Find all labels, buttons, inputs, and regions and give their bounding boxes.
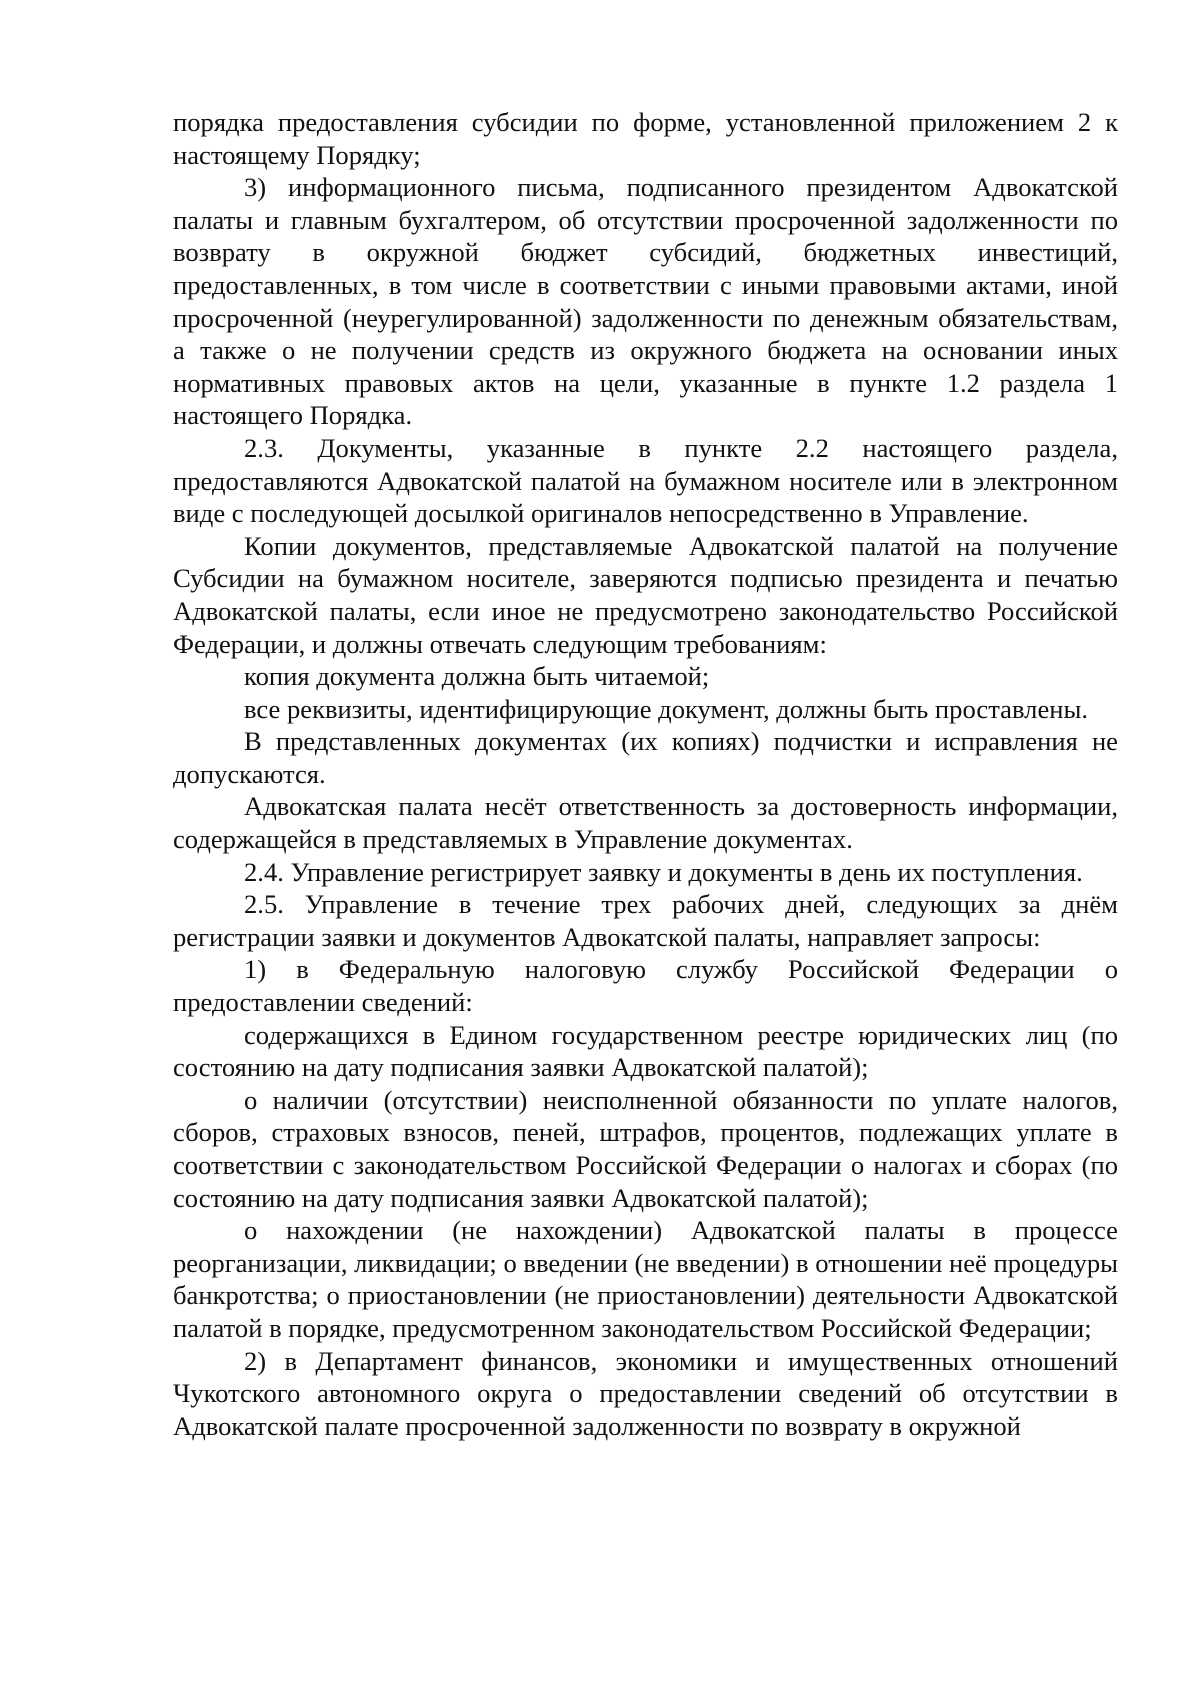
document-page bbox=[173, 106, 1118, 1442]
paragraph-egrul: содержащихся в Едином государственном реестре юридических лиц (по состоянию на дату подписания заявки Адвокатской палатой); bbox=[173, 1019, 1118, 1083]
paragraph-fns: 1) в Федеральную налоговую службу Российской Федерации о предоставлении сведений: bbox=[173, 954, 1118, 1018]
paragraph-copies: Копии документов, представляемые Адвокатской палатой на получение Субсидии на бумажном носителе, заверяются подписью президента и печатью Адвокатской палаты, если иное не предусмотрено законодательство Российской Федерации, и должны отвечать следующим требованиям: bbox=[173, 530, 1118, 659]
paragraph-no-corrections: В представленных документах (их копиях) подчистки и исправления не допускаются. bbox=[173, 726, 1118, 789]
paragraph-reorganization: о нахождении (не нахождении) Адвокатской палаты в процессе реорганизации, ликвидации; о введении (не введении) в отношении неё процедуры банкротства; о приостановлении (не приостановлении) деятельности Адвокатской палатой в порядке, предусмотренном законодательством Российской Федерации; bbox=[173, 1215, 1118, 1343]
paragraph-2-4: 2.4. Управление регистрирует заявку и документы в день их поступления. bbox=[244, 856, 1083, 887]
paragraph-2-5: 2.5. Управление в течение трех рабочих дней, следующих за днём регистрации заявки и документов Адвокатской палаты, направляет запросы: bbox=[173, 889, 1118, 952]
paragraph-readable: копия документа должна быть читаемой; bbox=[244, 661, 710, 692]
paragraph-2-3: 2.3. Документы, указанные в пункте 2.2 настоящего раздела, предоставляются Адвокатской палатой на бумажном носителе или в электронном виде с последующей досылкой оригиналов непосредственно в Управление. bbox=[173, 432, 1118, 529]
paragraph-continuation: порядка предоставления субсидии по форме, установленной приложением 2 к настоящему Порядку; bbox=[173, 107, 1118, 170]
paragraph-responsibility: Адвокатская палата несёт ответственность за достоверность информации, содержащейся в представляемых в Управление документах. bbox=[173, 791, 1118, 855]
paragraph-item-3: 3) информационного письма, подписанного президентом Адвокатской палаты и главным бухгалтером, об отсутствии просроченной задолженности по возврату в окружной бюджет субсидий, бюджетных инвестиций, предоставленных, в том числе в соответствии с иными правовыми актами, иной просроченной (неурегулированной) задолженности по денежным обязательствам, а также о не получении средств из окружного бюджета на основании иных нормативных правовых актов на цели, указанные в пункте 1.2 раздела 1 настоящего Порядка. bbox=[173, 172, 1118, 431]
paragraph-department: 2) в Департамент финансов, экономики и имущественных отношений Чукотского автономного округа о предоставлении сведений об отсутствии в Адвокатской палате просроченной задолженности по возврату в окружной bbox=[173, 1345, 1118, 1441]
paragraph-requisites: все реквизиты, идентифицирующие документ, должны быть проставлены. bbox=[244, 693, 1089, 724]
paragraph-taxes: о наличии (отсутствии) неисполненной обязанности по уплате налогов, сборов, страховых взносов, пеней, штрафов, процентов, подлежащих уплате в соответствии с законодательством Российской Федерации о налогах и сборах (по состоянию на дату подписания заявки Адвокатской палатой); bbox=[173, 1084, 1118, 1213]
